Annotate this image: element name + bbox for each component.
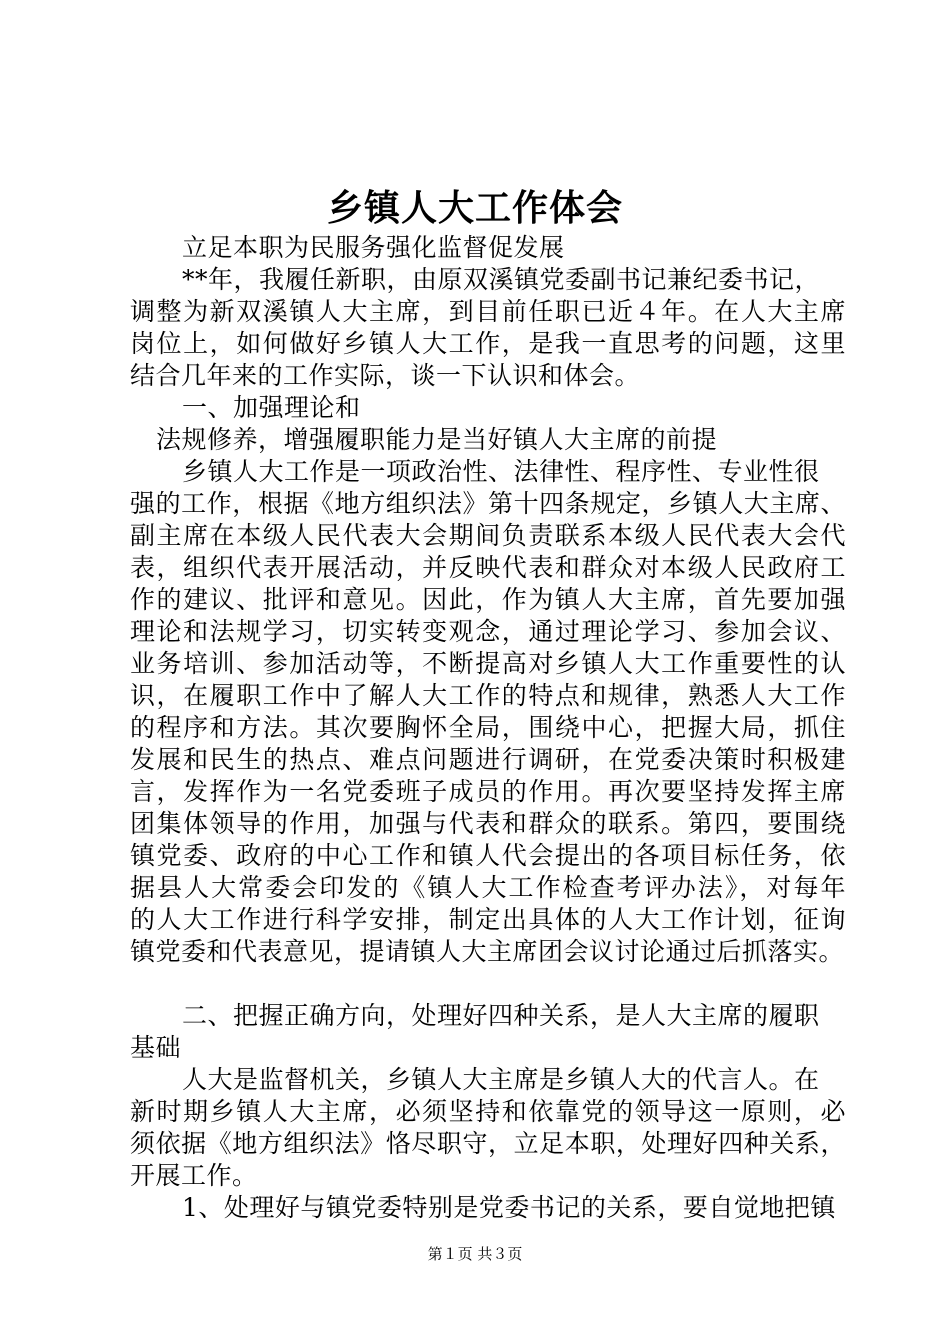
paragraph-line: 发展和民生的热点、难点问题进行调研，在党委决策时积极建 (130, 745, 846, 774)
paragraph-line: 1、处理好与镇党委特别是党委书记的关系，要自觉地把镇 (182, 1193, 836, 1222)
paragraph-line: 人大是监督机关，乡镇人大主席是乡镇人大的代言人。在 (182, 1065, 820, 1094)
paragraph-line: 镇党委和代表意见，提请镇人大主席团会议讨论通过后抓落实。 (130, 937, 845, 966)
paragraph-line: 新时期乡镇人大主席，必须坚持和依靠党的领导这一原则，必 (130, 1097, 846, 1126)
paragraph-line: **年，我履任新职，由原双溪镇党委副书记兼纪委书记， (182, 265, 821, 294)
paragraph-line: 强的工作，根据《地方组织法》第十四条规定，乡镇人大主席、 (130, 489, 846, 518)
paragraph-line: 开展工作。 (130, 1161, 258, 1190)
section-heading-line: 二、把握正确方向，处理好四种关系，是人大主席的履职 (182, 1001, 820, 1030)
paragraph-line: 调整为新双溪镇人大主席，到目前任职已近４年。在人大主席 (130, 297, 846, 326)
paragraph-line: 据县人大常委会印发的《镇人大工作检查考评办法》，对每年 (130, 873, 846, 902)
section-heading-line: 一、加强理论和 (182, 393, 361, 422)
paragraph-line: 须依据《地方组织法》恪尽职守，立足本职，处理好四种关系， (130, 1129, 846, 1158)
paragraph-line: 副主席在本级人民代表大会期间负责联系本级人民代表大会代 (130, 521, 846, 550)
paragraph-line: 识，在履职工作中了解人大工作的特点和规律，熟悉人大工作 (130, 681, 846, 710)
blank-line (130, 968, 846, 1000)
paragraph-line: 作的建议、批评和意见。因此，作为镇人大主席，首先要加强 (130, 585, 846, 614)
paragraph-line: 的人大工作进行科学安排，制定出具体的人大工作计划，征询 (130, 905, 846, 934)
document-title: 乡镇人大工作体会 (326, 188, 623, 229)
paragraph-line: 结合几年来的工作实际，谈一下认识和体会。 (130, 361, 641, 390)
paragraph-line: 岗位上，如何做好乡镇人大工作，是我一直思考的问题，这里 (130, 329, 846, 358)
subtitle-line: 立足本职为民服务强化监督促发展 (182, 233, 565, 262)
paragraph-line: 乡镇人大工作是一项政治性、法律性、程序性、专业性很 (182, 457, 820, 486)
paragraph-line: 团集体领导的作用，加强与代表和群众的联系。第四，要围绕 (130, 809, 846, 838)
paragraph-line: 的程序和方法。其次要胸怀全局，围绕中心，把握大局，抓住 (130, 713, 846, 742)
section-heading-line: 基础 (130, 1033, 182, 1062)
paragraph-line: 言，发挥作为一名党委班子成员的作用。再次要坚持发挥主席 (130, 777, 846, 806)
section-heading-line: 法规修养，增强履职能力是当好镇人大主席的前提 (156, 425, 718, 454)
paragraph-line: 业务培训、参加活动等，不断提高对乡镇人大工作重要性的认 (130, 649, 846, 678)
document-body (130, 232, 846, 1224)
paragraph-line: 表，组织代表开展活动，并反映代表和群众对本级人民政府工 (130, 553, 846, 582)
page-footer: 第１页 共３页 (427, 1245, 523, 1263)
paragraph-line: 镇党委、政府的中心工作和镇人代会提出的各项目标任务，依 (130, 841, 846, 870)
paragraph-line: 理论和法规学习，切实转变观念，通过理论学习、参加会议、 (130, 617, 846, 646)
